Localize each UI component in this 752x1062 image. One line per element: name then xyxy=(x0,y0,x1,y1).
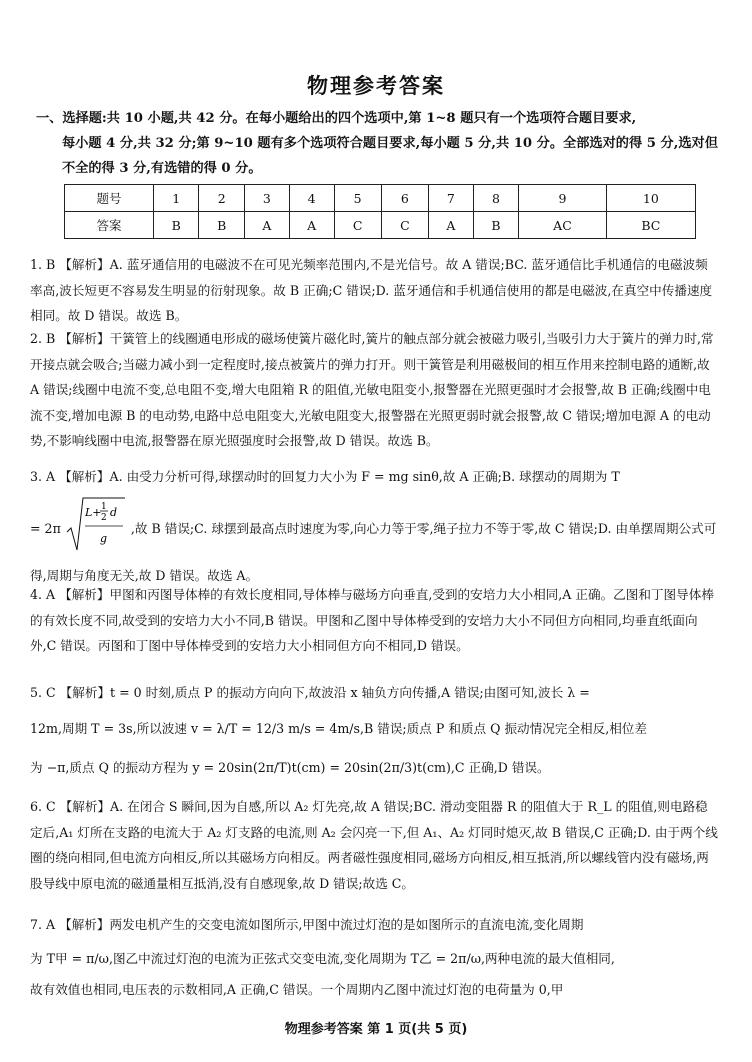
question-4-explanation: 4. A 【解析】甲图和丙图导体棒的有效长度相同,导体棒与磁场方向垂直,受到的安培力大小相同,A 正确。乙图和丁图导体棒的有效长度不同,故受到的安培力大小不同,B 错误。甲图和乙图中导体棒受到的安培力大小不同但方向相同,均垂直纸面向外,C 错误。丙图和丁图中导体棒受到的安培力大小相同但方向不相同,D 错误。 xyxy=(30,587,714,653)
table-cell: 2 xyxy=(199,185,244,212)
q7-line-a: 7. A 【解析】两发电机产生的交变电流如图所示,甲图中流过灯泡的是如图所示的直流电流,变化周期 xyxy=(30,917,584,932)
svg-text:1: 1 xyxy=(100,501,107,512)
q7-line-b: 为 T甲 = π/ω,图乙中流过灯泡的电流为正弦式交变电流,变化周期为 T乙 = 2π/ω,两种电流的最大值相同, xyxy=(30,950,615,966)
table-cell: AC xyxy=(519,212,606,239)
question-1-explanation: 1. B 【解析】A. 蓝牙通信用的电磁波不在可见光频率范围内,不是光信号。故 A 错误;BC. 蓝牙通信比手机通信的电磁波频率高,波长短更不容易发生明显的衍射现象。故 B 正确;C 错误;D. 蓝牙通信和手机通信使用的都是电磁波,在真空中传播速度相同。故 D 错误。故选 B。 xyxy=(30,257,713,323)
svg-text:d: d xyxy=(109,505,117,519)
answer-table-answer-row xyxy=(65,212,696,239)
table-cell: B xyxy=(199,212,244,239)
page-title: 物理参考答案 xyxy=(307,74,445,98)
section-instructions xyxy=(36,106,720,181)
svg-text:g: g xyxy=(99,531,107,545)
table-cell: 3 xyxy=(244,185,289,212)
table-cell: 4 xyxy=(289,185,334,212)
table-cell: 10 xyxy=(606,185,695,212)
table-row-label: 题号 xyxy=(65,185,154,212)
table-cell: 9 xyxy=(519,185,606,212)
section-rest: 每小题 4 分,共 32 分;第 9~10 题有多个选项符合题目要求,每小题 5 分,共 10 分。全部选对的得 5 分,选对但不全的得 3 分,有选错的得 0 分。 xyxy=(62,136,718,176)
question-5-explanation xyxy=(30,680,720,781)
page-footer: 物理参考答案 第 1 页(共 5 页) xyxy=(284,1022,468,1037)
table-cell: A xyxy=(244,212,289,239)
q5-line-a: 5. C 【解析】t = 0 时刻,质点 P 的振动方向向下,故波沿 x 轴负方向传播,A 错误;由图可知,波长 λ = xyxy=(30,685,590,700)
q3-line-b xyxy=(30,496,720,589)
question-7-explanation xyxy=(30,912,720,1003)
q5-line-c: 为 −π,质点 Q 的振动方程为 y = 20sin(2π/T)t(cm) = 20sin(2π/3)t(cm),C 正确,D 错误。 xyxy=(30,760,550,775)
q3-formula-prefix: = 2π xyxy=(30,520,61,536)
question-6-explanation: 6. C 【解析】A. 在闭合 S 瞬间,因为自感,所以 A₂ 灯先亮,故 A 错误;BC. 滑动变阻器 R 的阻值大于 R_L 的阻值,则电路稳定后,A₁ 灯所在支路的电流大于 A₂ 灯支路的电流,则 A₂ 会闪亮一下,但 A₁、A₂ 灯同时熄灭,故 B 错误,C 正确;D. 由于两个线圈的绕向相同,但电流方向相反,所以其磁场方向相反。两者磁性强度相同,磁场方向相反,相互抵消,所以螺线管内没有磁场,两股导线中原电流的磁通量相互抵消,没有自感现象,故 D 错误;故选 C。 xyxy=(30,799,718,891)
question-2-explanation: 2. B 【解析】干簧管上的线圈通电形成的磁场使簧片磁化时,簧片的触点部分就会被磁力吸引,当吸引力大于簧片的弹力时,常开接点就会吸合;当磁力减小到一定程度时,接点被簧片的弹力打开。则干簧管是利用磁极间的相互作用来控制电路的通断,故 A 错误;线圈中电流不变,总电阻不变,增大电阻箱 R 的阻值,光敏电阻变小,报警器在光照更强时才会报警,故 B 正确;线圈中电流不变,增加电源 B 的电动势,电路中总电阻变大,光敏电阻变大,报警器在光照更弱时就会报警,故 C 错误;增加电源 A 的电动势,不影响线圈中电流,报警器在原光照强度时会报警,故 D 错误。故选 B。 xyxy=(30,331,714,448)
table-cell: B xyxy=(154,212,199,239)
section-head: 一、选择题:共 10 小题,共 42 分。在每小题给出的四个选项中,第 1~8 题只有一个选项符合题目要求, xyxy=(36,111,637,126)
answer-table-number-row xyxy=(65,185,696,212)
table-cell: B xyxy=(473,212,518,239)
table-cell: 8 xyxy=(473,185,518,212)
table-cell: C xyxy=(381,212,428,239)
table-cell: 1 xyxy=(154,185,199,212)
table-cell: A xyxy=(428,212,473,239)
table-cell: 7 xyxy=(428,185,473,212)
table-cell: 5 xyxy=(334,185,381,212)
table-cell: 6 xyxy=(381,185,428,212)
table-cell: A xyxy=(289,212,334,239)
q5-line-b: 12m,周期 T = 3s,所以波速 v = λ/T = 12/3 m/s = 4m/s,B 错误;质点 P 和质点 Q 振动情况完全相反,相位差 xyxy=(30,720,647,736)
table-row-label: 答案 xyxy=(65,212,154,239)
q3-line-a: 3. A 【解析】A. 由受力分析可得,球摆动时的回复力大小为 F = mg sinθ,故 A 正确;B. 球摆动的周期为 T xyxy=(30,469,620,484)
period-formula-sqrt xyxy=(65,496,127,563)
table-cell: BC xyxy=(606,212,695,239)
table-cell: C xyxy=(334,212,381,239)
svg-text:2: 2 xyxy=(100,512,107,523)
sqrt-radical-icon xyxy=(65,496,127,554)
q7-line-c: 故有效值也相同,电压表的示数相同,A 正确,C 错误。一个周期内乙图中流过灯泡的电荷量为 0,甲 xyxy=(30,982,564,997)
q3-formula-suffix: ,故 B 错误;C. 球摆到最高点时速度为零,向心力等于零,绳子拉力不等于零,故 C 错误;D. 由单摆周期公式可得,周期与角度无关,故 D 错误。故选 A。 xyxy=(30,520,717,583)
answer-table xyxy=(64,184,696,239)
question-3-explanation xyxy=(30,464,720,589)
svg-text:L+: L+ xyxy=(84,505,102,519)
